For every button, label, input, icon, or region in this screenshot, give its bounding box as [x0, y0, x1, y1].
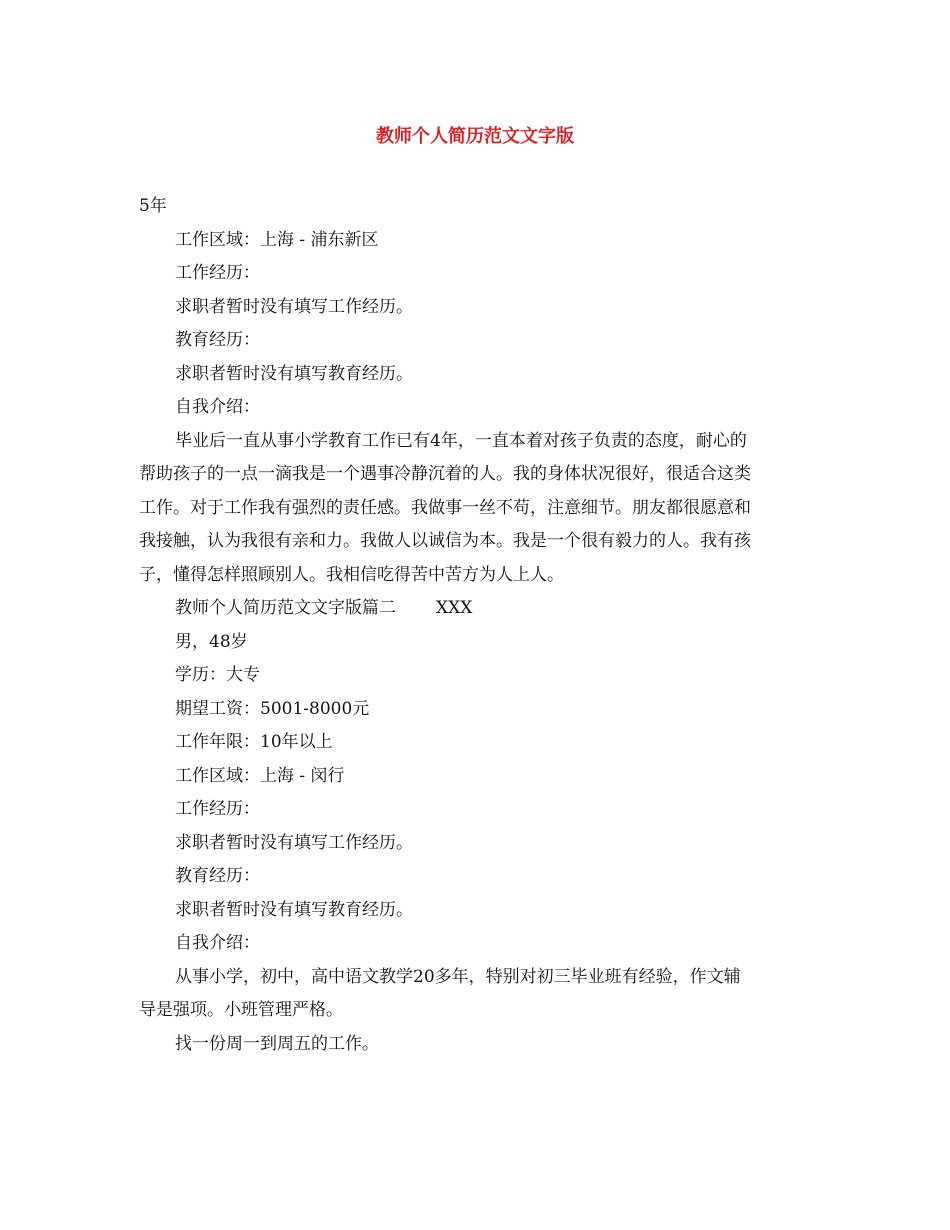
work-years-line: 工作年限：10年以上 — [175, 732, 333, 752]
education-text: 求职者暂时没有填写教育经历。 — [175, 899, 413, 920]
education-heading: 教育经历： — [175, 330, 260, 350]
work-history-text: 求职者暂时没有填写工作经历。 — [175, 296, 413, 317]
self-intro-line: 毕业后一直从事小学教育工作已有4年，一直本着对孩子负责的态度，耐心的 — [175, 430, 747, 451]
work-area-line: 工作区域：上海 - 闵行 — [175, 765, 345, 786]
education-heading: 教育经历： — [175, 866, 260, 886]
self-intro-line: 导是强项。小班管理严格。 — [139, 1000, 343, 1020]
education-level-line: 学历：大专 — [175, 665, 260, 685]
section-two-title: 教师个人简历范文文字版篇二 — [175, 598, 396, 618]
section-two-name: XXX — [436, 598, 473, 618]
self-intro-line: 帮助孩子的一点一滴我是一个遇事冷静沉着的人。我的身体状况很好，很适合这类 — [139, 464, 751, 484]
closing-line: 找一份周一到周五的工作。 — [175, 1033, 379, 1054]
expected-salary-line: 期望工资：5001-8000元 — [175, 698, 370, 719]
self-intro-line: 从事小学，初中，高中语文教学20多年，特别对初三毕业班有经验，作文辅 — [175, 966, 741, 987]
self-intro-line: 子，懂得怎样照顾别人。我相信吃得苦中苦方为人上人。 — [139, 564, 564, 585]
education-text: 求职者暂时没有填写教育经历。 — [175, 363, 413, 384]
section-two-heading — [139, 592, 815, 626]
work-history-text: 求职者暂时没有填写工作经历。 — [175, 832, 413, 853]
self-intro-heading: 自我介绍： — [175, 933, 260, 953]
self-intro-line: 工作。对于工作我有强烈的责任感。我做事一丝不苟，注意细节。朋友都很愿意和 — [139, 497, 751, 518]
gender-age-line: 男，48岁 — [175, 631, 248, 652]
work-history-heading: 工作经历： — [175, 799, 260, 819]
years-line: 5年 — [139, 196, 167, 216]
document-body — [139, 190, 815, 1061]
self-intro-heading: 自我介绍： — [175, 397, 260, 417]
work-history-heading: 工作经历： — [175, 263, 260, 283]
work-area-line: 工作区域：上海 - 浦东新区 — [175, 229, 379, 250]
document-title: 教师个人简历范文文字版 — [376, 126, 574, 147]
self-intro-line: 我接触，认为我很有亲和力。我做人以诚信为本。我是一个很有毅力的人。我有孩 — [139, 531, 751, 551]
